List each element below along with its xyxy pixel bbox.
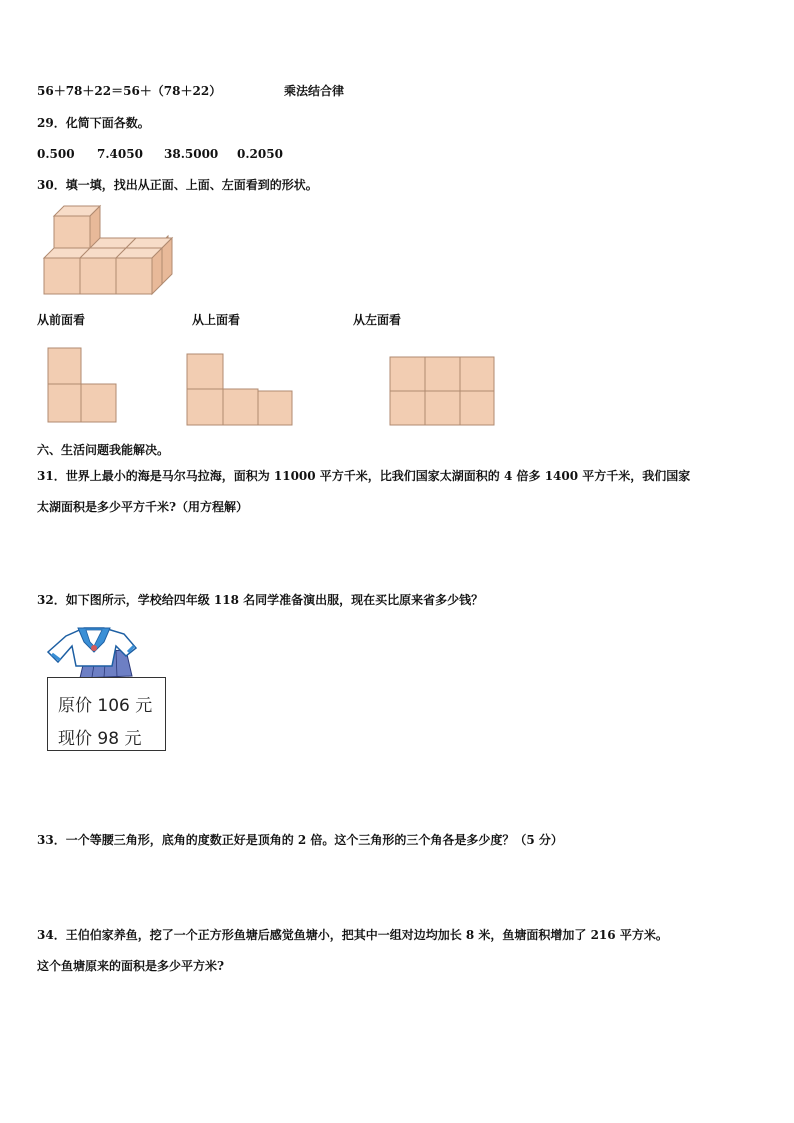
q29-value-4: 0.2050 [237, 147, 283, 161]
q29-value-2: 7.4050 [97, 147, 143, 161]
question-34-line-1: 34．王伯伯家养鱼，挖了一个正方形鱼塘后感觉鱼塘小，把其中一组对边均加长 8 米，鱼塘面积增加了 216 平方米。 [37, 928, 668, 942]
question-33: 33．一个等腰三角形，底角的度数正好是顶角的 2 倍。这个三角形的三个角各是多少度？（5 分） [37, 833, 563, 847]
left-view-shape [389, 356, 497, 428]
costume-illustration [46, 622, 142, 680]
view-label-left: 从左面看 [353, 313, 402, 327]
equation-text: 56＋78＋22＝56＋（78＋22） [37, 84, 222, 98]
cube-stack-figure [40, 200, 175, 300]
front-view-shape [46, 346, 120, 426]
q29-value-3: 38.5000 [164, 147, 219, 161]
question-32: 32．如下图所示，学校给四年级 118 名同学准备演出服，现在买比原来省多少钱？ [37, 593, 484, 607]
question-31-line-1: 31．世界上最小的海是马尔马拉海，面积为 11000 平方千米，比我们国家太湖面积的 4 倍多 1400 平方千米，我们国家 [37, 469, 691, 483]
current-price: 现价 98 元 [58, 729, 142, 749]
view-label-front: 从前面看 [37, 313, 86, 327]
section-heading: 六、生活问题我能解决。 [37, 443, 170, 457]
price-card [47, 677, 166, 751]
top-view-shape [186, 353, 296, 429]
question-29: 29．化简下面各数。 [37, 116, 150, 130]
law-label: 乘法结合律 [284, 84, 345, 98]
view-label-top: 从上面看 [192, 313, 241, 327]
question-34-line-2: 这个鱼塘原来的面积是多少平方米? [37, 959, 225, 973]
question-31-line-2: 太湖面积是多少平方千米?（用方程解） [37, 500, 249, 514]
question-30: 30．填一填，找出从正面、上面、左面看到的形状。 [37, 178, 318, 192]
original-price: 原价 106 元 [58, 696, 153, 716]
q29-value-1: 0.500 [37, 147, 75, 161]
